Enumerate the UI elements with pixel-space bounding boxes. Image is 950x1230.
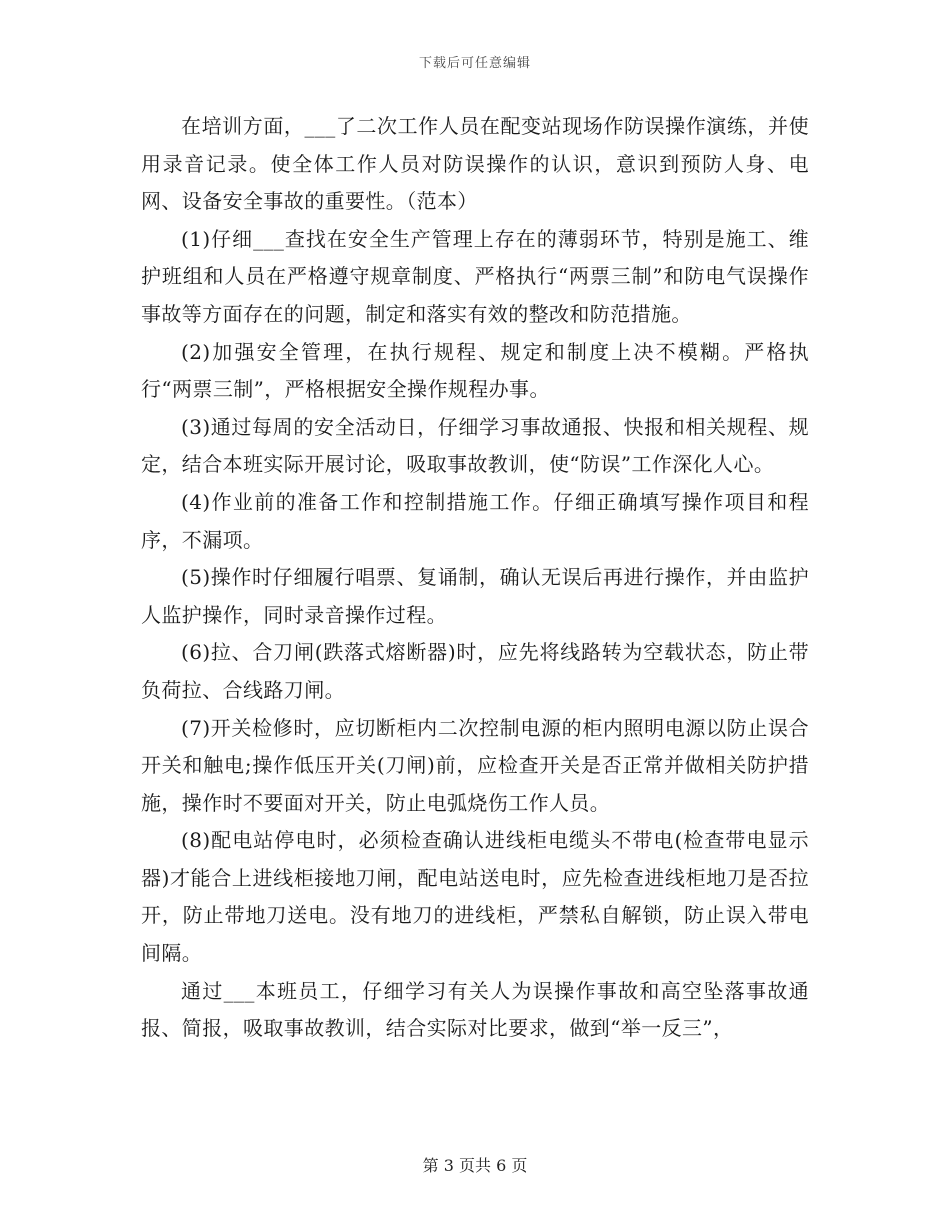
paragraph-training: 在培训方面，___了二次工作人员在配变站现场作防误操作演练，并使用录音记录。使全体工作人员对防误操作的认识，意识到预防人身、电网、设备安全事故的重要性。（范本） (141, 114, 809, 214)
paragraph-item-4: (4)作业前的准备工作和控制措施工作。仔细正确填写操作项目和程序，不漏项。 (141, 489, 809, 552)
document-body (141, 108, 809, 1048)
paragraph-item-1: (1)仔细___查找在安全生产管理上存在的薄弱环节，特别是施工、维护班组和人员在严格遵守规章制度、严格执行“两票三制”和防电气误操作事故等方面存在的问题，制定和落实有效的整改和防范措施。 (141, 226, 809, 326)
page-header: 下载后可任意编辑 (418, 56, 531, 71)
paragraph-item-7: (7)开关检修时，应切断柜内二次控制电源的柜内照明电源以防止误合开关和触电;操作低压开关(刀闸)前，应检查开关是否正常并做相关防护措施，操作时不要面对开关，防止电弧烧伤工作人员。 (141, 715, 809, 815)
page-number-footer: 第 3 页共 6 页 (422, 1156, 528, 1175)
paragraph-item-5: (5)操作时仔细履行唱票、复诵制，确认无误后再进行操作，并由监护人监护操作，同时录音操作过程。 (141, 565, 809, 627)
paragraph-closing: 通过___本班员工，仔细学习有关人为误操作事故和高空坠落事故通报、简报，吸取事故教训，结合实际对比要求，做到“举一反三”， (141, 978, 809, 1041)
paragraph-item-2: (2)加强安全管理，在执行规程、规定和制度上决不模糊。严格执行“两票三制”，严格根据安全操作规程办事。 (141, 339, 809, 402)
paragraph-item-6: (6)拉、合刀闸(跌落式熔断器)时，应先将线路转为空载状态，防止带负荷拉、合线路刀闸。 (141, 640, 809, 702)
paragraph-item-3: (3)通过每周的安全活动日，仔细学习事故通报、快报和相关规程、规定，结合本班实际开展讨论，吸取事故教训，使“防误”工作深化人心。 (141, 414, 809, 477)
paragraph-item-8: (8)配电站停电时，必须检查确认进线柜电缆头不带电(检查带电显示器)才能合上进线柜接地刀闸，配电站送电时，应先检查进线柜地刀是否拉开，防止带地刀送电。没有地刀的进线柜，严禁私自解锁，防止误入带电间隔。 (141, 828, 809, 966)
